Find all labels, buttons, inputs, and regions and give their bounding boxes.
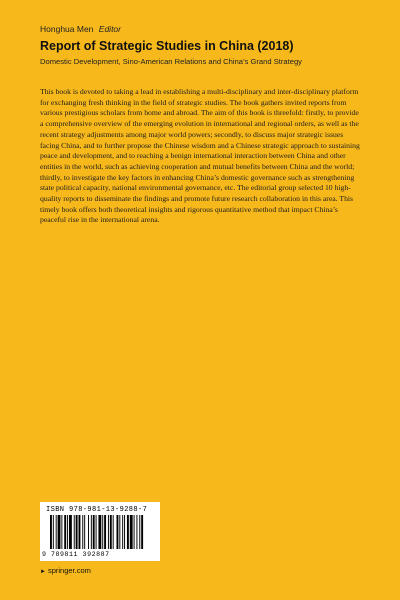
barcode-bar bbox=[110, 515, 112, 549]
book-title: Report of Strategic Studies in China (2018) bbox=[40, 39, 294, 53]
barcode-bar bbox=[56, 515, 57, 549]
barcode-bar bbox=[74, 515, 75, 549]
barcode-bar bbox=[64, 515, 66, 549]
barcode-panel bbox=[40, 502, 160, 561]
barcode-bar bbox=[113, 515, 114, 549]
book-subtitle: Domestic Development, Sino-American Relations and China’s Grand Strategy bbox=[40, 57, 302, 66]
barcode-bar bbox=[134, 515, 135, 549]
barcode-bar bbox=[76, 515, 78, 549]
barcode-bar bbox=[117, 515, 119, 549]
arrow-right-icon: ► bbox=[40, 569, 46, 575]
barcode-bar bbox=[93, 515, 95, 549]
barcode-bar bbox=[50, 515, 52, 549]
barcode-bar bbox=[130, 515, 133, 549]
barcode-bar bbox=[79, 515, 81, 549]
barcode-bar bbox=[102, 515, 103, 549]
publisher-url-text: springer.com bbox=[47, 566, 91, 575]
barcode-bar bbox=[58, 515, 61, 549]
barcode-bar bbox=[124, 515, 125, 549]
barcode-bar bbox=[67, 515, 68, 549]
barcode-bar bbox=[108, 515, 109, 549]
barcode-bar bbox=[61, 515, 62, 549]
barcode-bar bbox=[91, 515, 92, 549]
barcode-bar bbox=[136, 515, 137, 549]
barcode-bar bbox=[88, 515, 89, 549]
publisher-link[interactable] bbox=[40, 566, 91, 575]
barcode-bar bbox=[139, 515, 140, 549]
barcode-bar bbox=[53, 515, 54, 549]
barcode-bar bbox=[84, 515, 85, 549]
barcode-bars bbox=[50, 515, 154, 549]
barcode-bar bbox=[69, 515, 72, 549]
editor-role: Editor bbox=[98, 24, 121, 34]
barcode-bar bbox=[119, 515, 120, 549]
barcode-bar bbox=[122, 515, 123, 549]
isbn-label: ISBN 978-981-13-9288-7 bbox=[46, 506, 148, 514]
barcode-bar bbox=[98, 515, 101, 549]
editor-line bbox=[40, 24, 121, 34]
barcode-bar bbox=[104, 515, 106, 549]
barcode-bar bbox=[141, 515, 143, 549]
barcode-bar bbox=[96, 515, 97, 549]
barcode-bar bbox=[82, 515, 83, 549]
barcode-digits: 9 789811 392887 bbox=[42, 551, 110, 558]
barcode-bar bbox=[127, 515, 129, 549]
book-description: This book is devoted to taking a lead in establishing a multi-disciplinary and inter-disciplinary platform for exchanging fresh thinking in the field of strategic studies. The book gathers invited reports from various prestigious scholars from home and abroad. The aim of this book is threefold: firstly, to provide a comprehensive overview of the emerging evolution in international and regional orders, as well as the recent strategy adjustments among major world powers; secondly, to discuss major strategic issues facing China, and to further propose the Chinese wisdom and a Chinese strategic approach to sustaining peace and development, and to reaching a benign international interaction between China and other entities in the world, such as achieving cooperation and mutual benefits between China and the world; thirdly, to investigate the key factors in enhancing China’s domestic governance such as strengthening state political capacity, national environmental governance, etc. The editorial group selected 10 high-quality reports to disseminate the findings and promote future research collaboration in this area. This timely book offers both theoretical insights and rigorous quantitative method that impact China’s peaceful rise in the international arena. bbox=[40, 87, 360, 225]
editor-name: Honghua Men bbox=[40, 24, 94, 34]
